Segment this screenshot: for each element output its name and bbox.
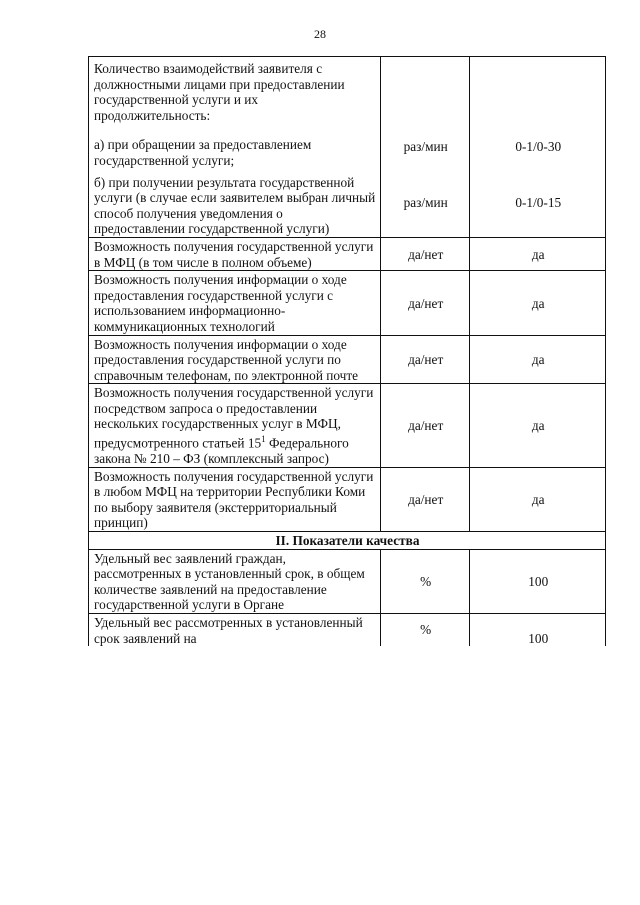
table-row [89,549,606,613]
table-row [89,57,606,169]
indicator-cell: Возможность получения государственной услуги в МФЦ (в том числе в полном объеме) [89,237,381,270]
indicator-cell [89,57,381,169]
table-row [89,237,606,270]
section-header-row [89,532,606,550]
table-row [89,384,606,467]
indicator-text-part1: Возможность получения государственной услуги посредством запроса о предоставлении нескольких государственных услуг в МФЦ, предусмотренного статьей 15 [94,385,374,451]
table-row [89,614,606,647]
value-cell: 100 [470,614,606,647]
value-cell: да [470,467,606,531]
page-number: 28 [314,27,326,41]
table-row [89,335,606,384]
indicator-text-part2: Федерального закона № 210 – ФЗ (комплексный запрос) [94,435,349,467]
table-row [89,467,606,531]
unit-cell: да/нет [380,271,470,335]
indicator-superscript: 1 [261,434,266,445]
value-cell: да [470,384,606,467]
indicator-cell: Удельный вес заявлений граждан, рассмотренных в установленный срок, в общем количестве заявлений на предоставление государственной услуги в Органе [89,549,381,613]
indicator-cell [89,169,381,238]
table-row [89,169,606,238]
indicator-cell: Удельный вес рассмотренных в установленный срок заявлений на [89,614,381,647]
unit-cell: раз/мин [380,57,470,169]
indicator-cell: Возможность получения информации о ходе предоставления государственной услуги с использованием информационно-коммуникационных технологий [89,271,381,335]
indicators-table [88,56,606,646]
unit-cell: % [380,549,470,613]
value-cell: да [470,237,606,270]
value-cell: 0-1/0-15 [470,169,606,238]
value-cell: да [470,335,606,384]
interactions-item-a: а) при обращении за предоставлением государственной услуги; [94,137,312,168]
unit-cell: раз/мин [380,169,470,238]
section-title: II. Показатели качества [89,532,606,550]
unit-cell: да/нет [380,384,470,467]
interactions-intro: Количество взаимодействий заявителя с должностными лицами при предоставлении государственной услуги и их продолжительность: [94,61,345,123]
value-cell: 100 [470,549,606,613]
unit-cell: да/нет [380,237,470,270]
indicator-cell [89,384,381,467]
unit-cell: % [380,614,470,647]
indicator-cell: Возможность получения информации о ходе предоставления государственной услуги по справочным телефонам, по электронной почте [89,335,381,384]
value-cell: 0-1/0-30 [470,57,606,169]
unit-cell: да/нет [380,335,470,384]
indicator-cell: Возможность получения государственной услуги в любом МФЦ на территории Республики Коми по выбору заявителя (экстерриториальный принцип) [89,467,381,531]
unit-cell: да/нет [380,467,470,531]
value-cell: да [470,271,606,335]
interactions-item-b: б) при получении результата государственной услуги (в случае если заявителем выбран личный способ получения уведомления о предоставлении государственной услуги) [94,174,376,237]
table-row [89,271,606,335]
